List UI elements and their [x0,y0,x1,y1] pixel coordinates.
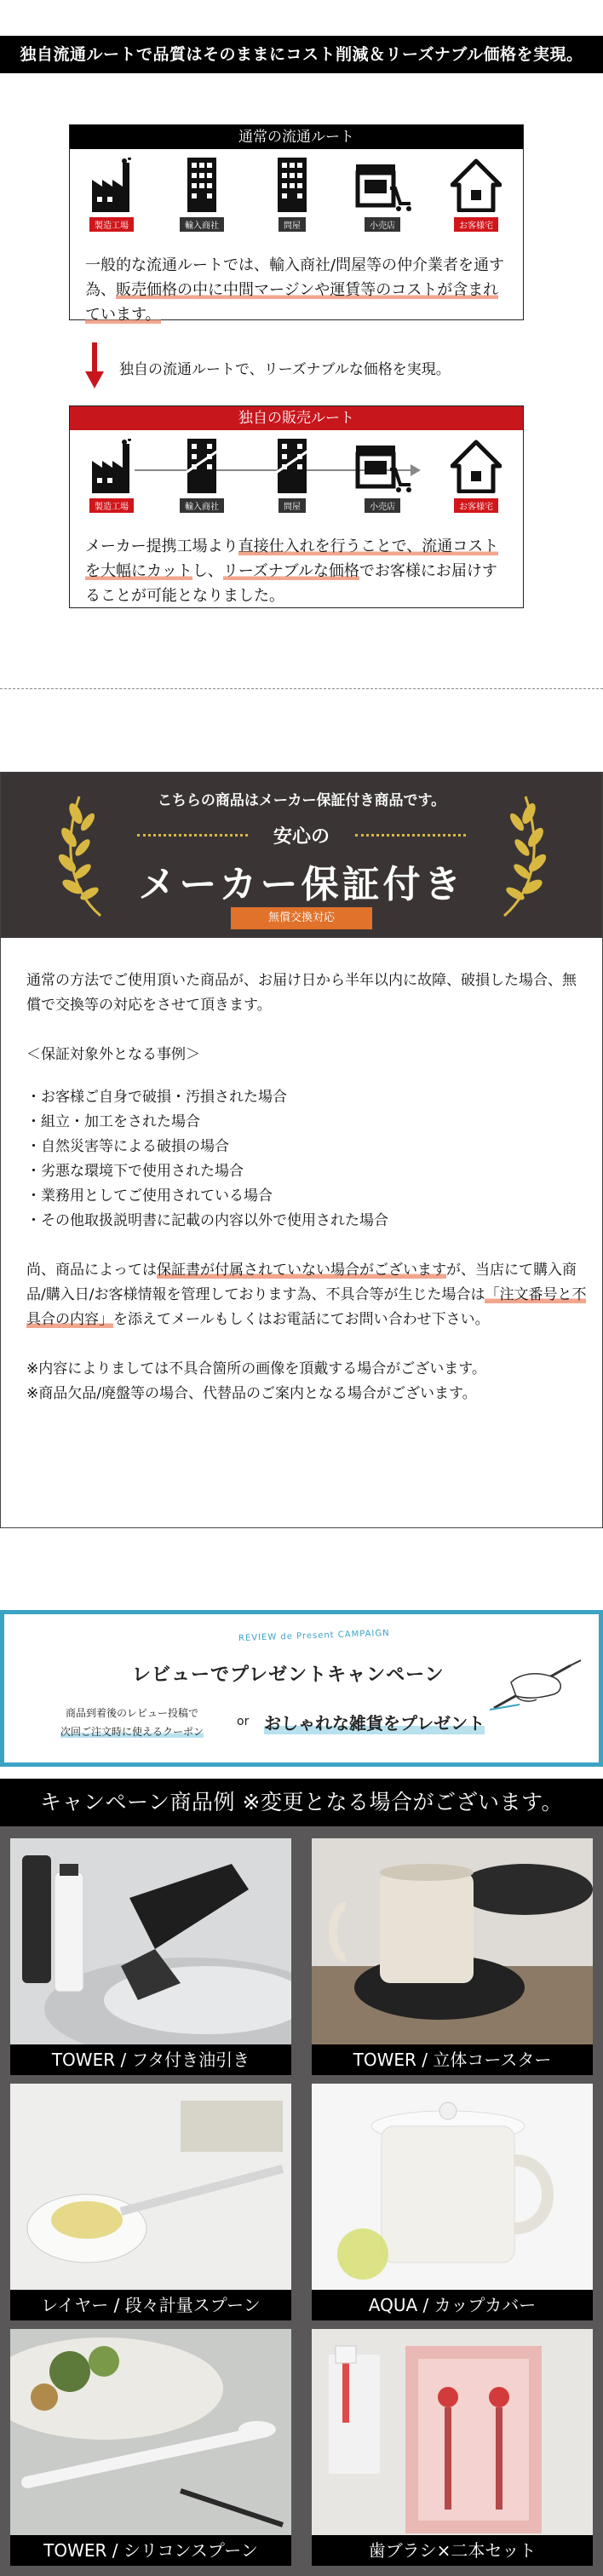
list-item: ・劣悪な環境下で使用された場合 [26,1163,244,1180]
text-plain: メーカー提携工場より [85,538,238,555]
route-mid-text: 独自の流通ルートで、リーズナブルな価格を実現。 [119,361,451,378]
icon-label: お客様宅 [454,498,498,513]
review-small-caption: REVIEW de Present CAMPAIGN [238,1628,390,1644]
highlight-text: 「注文番号と不具合の内容」 [26,1286,587,1328]
factory-icon [82,439,141,513]
review-title: レビューでプレゼントキャンペーン [132,1665,445,1686]
highlight-text: 直接仕入れを行うことで、流通コストを大幅にカット [85,538,499,580]
icon-label: 小売店 [365,498,400,513]
building-icon [172,439,232,513]
product-caption: TOWER / 立体コースター [312,2044,593,2075]
review-goods-text: おしゃれな雑貨をプレゼント [264,1710,485,1734]
goods-card[interactable] [312,2329,593,2566]
warranty-top-line: こちらの商品はメーカー保証付き商品です。 [157,792,446,809]
product-photo [10,1838,291,2044]
warranty-header [1,773,602,938]
review-campaign-banner[interactable] [0,1610,603,1767]
list-item: ・業務用としてご使用されている場合 [26,1187,273,1205]
footnote: ※内容によりましては不具合箇所の画像を頂戴する場合がございます。 [26,1360,486,1377]
goods-card[interactable] [312,2084,593,2320]
icon-label: 輸入商社 [180,498,224,513]
house-icon [446,158,506,232]
highlight-text: リーズナブルな価格 [222,562,359,580]
shop-icon [353,158,412,232]
text-plain: を添えてメールもしくはお電話にてお問い合わせ下さい。 [113,1311,490,1328]
product-caption: レイヤー / 段々計量スプーン [10,2290,291,2320]
review-or: or [237,1715,250,1728]
warranty-anshin: 安心の [273,826,330,848]
text-plain: が、当店にて購入商品/購入日/お客様情報を管理しております為、不具合等が生じた場合は [26,1262,577,1303]
warranty-main-title: メーカー保証付き [138,863,465,906]
own-route-icons [70,430,523,532]
list-item: ・お客様ご自身で破損・汚損された場合 [26,1089,287,1106]
normal-route-text [70,251,523,336]
warranty-body [26,969,589,1431]
icon-label: 輸入商社 [180,217,224,232]
icon-label: 製造工場 [89,498,134,513]
icon-label: 問屋 [279,498,306,513]
goods-card[interactable] [10,2084,291,2320]
product-caption: TOWER / シリコンスプーン [10,2535,291,2566]
goods-heading: キャンペーン商品例 ※変更となる場合がございます。 [0,1779,603,1826]
review-coupon-text [38,1704,226,1741]
own-route-title: 独自の販売ルート [70,406,523,430]
own-route-text [70,532,523,617]
text-plain: 尚、商品によっては [26,1262,157,1279]
campaign-goods-section [0,1779,603,2576]
normal-route-box [69,124,524,324]
product-photo [10,2329,291,2535]
product-photo [312,1838,593,2044]
factory-icon [82,158,141,232]
warranty-footnotes [26,1357,589,1406]
normal-route-title: 通常の流通ルート [70,125,523,149]
footnote: ※商品欠品/廃盤等の場合、代替品のご案内となる場合がございます。 [26,1385,477,1402]
building-icon [172,158,232,232]
warranty-cases [26,1043,589,1067]
warranty-section [0,772,603,1528]
down-arrow-icon [85,342,104,388]
highlight-text: 販売価格の中に中間マージンや運賃等のコストが含まれています。 [85,281,499,324]
product-photo [10,2084,291,2290]
icon-label: お客様宅 [454,217,498,232]
product-caption: AQUA / カップカバー [312,2290,593,2320]
shop-icon [353,439,412,513]
cases-heading: ＜保証対象外となる事例＞ [26,1046,200,1063]
coupon-line: 次回ご注文時に使えるクーポン [60,1726,204,1738]
product-caption: TOWER / フタ付き油引き [10,2044,291,2075]
text-plain: でお客様にお届けすることが可能となりました。 [85,562,497,605]
own-route-box [69,405,524,608]
text-plain: 一般的な流通ルートでは、輸入商社/問屋等の仲介業者を通す為、 [85,256,505,299]
section-divider [0,688,603,689]
goods-card[interactable] [10,1838,291,2075]
goods-card[interactable] [312,1838,593,2075]
warranty-intro: 通常の方法でご使用頂いた商品が、お届け日から半年以内に故障、破損した場合、無償で交換等の対応をさせて頂きます。 [26,972,577,1014]
icon-label: 製造工場 [89,217,134,232]
highlight-text: 保証書が付属されていない場合がございます [157,1262,446,1279]
distribution-banner: 独自流通ルートで品質はそのままにコスト削減＆リーズナブル価格を実現。 [0,36,603,73]
goods-card[interactable] [10,2329,291,2566]
list-item: ・自然災害等による破損の場合 [26,1138,229,1155]
building-icon [262,439,322,513]
warranty-case-list [26,1085,589,1233]
icon-label: 小売店 [365,217,400,232]
normal-route-icons [70,149,523,251]
product-photo [312,2329,593,2535]
pen-hand-icon [485,1648,588,1716]
warranty-note [26,1258,589,1332]
text-plain: し、 [192,562,223,580]
product-caption: 歯ブラシ×二本セット [312,2535,593,2566]
product-photo [312,2084,593,2290]
icon-label: 問屋 [279,217,306,232]
building-icon [262,158,322,232]
house-icon [446,439,506,513]
warranty-badge: 無償交換対応 [231,907,372,929]
list-item: ・組立・加工をされた場合 [26,1113,200,1130]
list-item: ・その他取扱説明書に記載の内容以外で使用された場合 [26,1212,388,1229]
coupon-line: 商品到着後のレビュー投稿で [65,1707,198,1719]
